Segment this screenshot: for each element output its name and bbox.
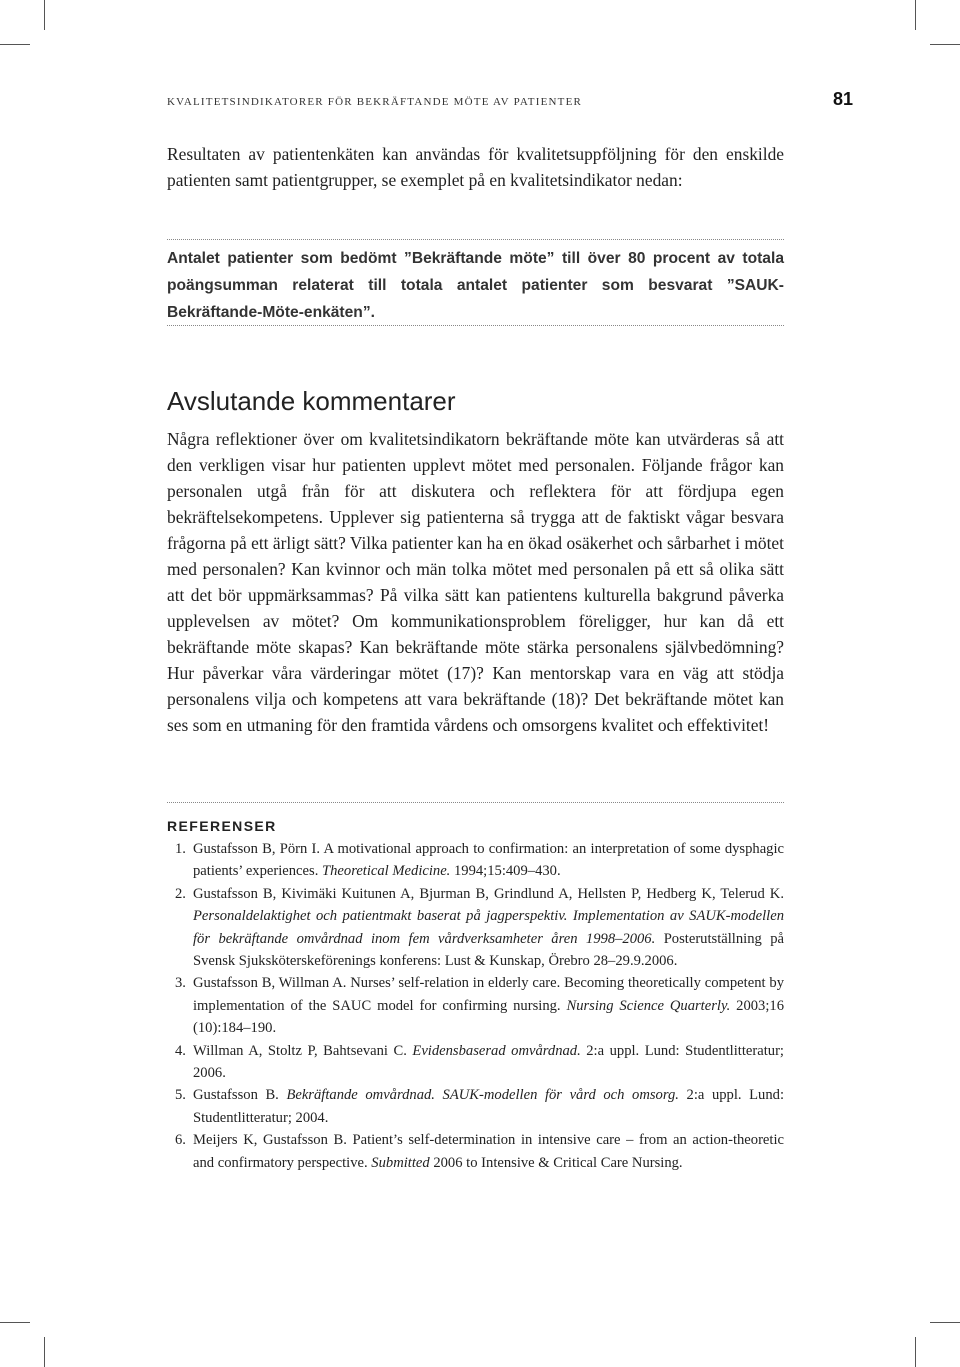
crop-mark-bottom-right-h	[930, 1322, 960, 1323]
reference-number: 1.	[175, 841, 186, 857]
crop-mark-bottom-left-v	[44, 1337, 45, 1367]
intro-paragraph: Resultaten av patientenkäten kan användas för kvalitetsuppföljning för den enskilde patienten samt patientgrupper, se exemplet på en kvalitetsindikator nedan:	[167, 144, 784, 190]
references-title: REFERENSER	[167, 818, 277, 834]
crop-mark-bottom-right-v	[915, 1337, 916, 1367]
reference-item: 4. Willman A, Stoltz P, Bahtsevani C. Evidensbaserad omvårdnad. 2:a uppl. Lund: Studentlitteratur; 2006.	[167, 1040, 784, 1085]
crop-mark-top-left-h	[0, 44, 30, 45]
reference-item: 5. Gustafsson B. Bekräftande omvårdnad. SAUK-modellen för vård och omsorg. 2:a uppl. Lund: Studentlitteratur; 2004.	[167, 1084, 784, 1129]
quality-indicator-box: Antalet patienter som bedömt ”Bekräftande möte” till över 80 procent av totala poängsumman relaterat till totala antalet patienter som besvarat ”SAUK-Bekräftande-Möte-enkäten”.	[167, 250, 784, 321]
crop-mark-top-right-h	[930, 44, 960, 45]
reference-item: 3. Gustafsson B, Willman A. Nurses’ self-relation in elderly care. Becoming theoretically competent by implementation of the SAUC model for confirming nursing. Nursing Science Quarterly. 2003;16 (10):184–190.	[167, 972, 784, 1039]
section-title: Avslutande kommentarer	[167, 386, 456, 416]
running-header: KVALITETSINDIKATORER FÖR BEKRÄFTANDE MÖTE AV PATIENTER	[167, 96, 583, 108]
reference-item: 6. Meijers K, Gustafsson B. Patient’s self-determination in intensive care – from an action-theoretic and confirmatory perspective. Submitted 2006 to Intensive & Critical Care Nursing.	[167, 1129, 784, 1174]
crop-mark-top-right-v	[915, 0, 916, 30]
reference-number: 4.	[175, 1042, 186, 1059]
reference-item: 1. Gustafsson B, Pörn I. A motivational approach to confirmation: an interpretation of some dysphagic patients’ experiences. Theoretical Medicine. 1994;15:409–430.	[167, 838, 784, 883]
reference-number: 6.	[175, 1132, 186, 1149]
reference-number: 2.	[175, 885, 186, 902]
indicator-divider-bottom	[167, 325, 784, 326]
indicator-divider-top	[167, 239, 784, 240]
references-divider	[167, 802, 784, 803]
reference-number: 5.	[175, 1087, 186, 1104]
references-list	[167, 838, 784, 1174]
crop-mark-top-left-v	[44, 0, 45, 30]
crop-mark-bottom-left-h	[0, 1322, 30, 1323]
reference-number: 3.	[175, 975, 186, 992]
section-body: Några reflektioner över om kvalitetsindikatorn bekräftande möte kan utvärderas så att den verkligen visar hur patienten upplevt mötet med personalen. Följande frågor kan personalen utgå från för att diskutera och reflektera för att fördjupa egen bekräftelsekompetens. Upplever sig patienterna så trygga att de faktiskt vågar besvara frågorna på ett ärligt sätt? Vilka patienter kan ha en ökad osäkerhet och sårbarhet i mötet med personalen? Kan kvinnor och män tolka mötet med personalen på ett så olika sätt att det bör uppmärksammas? På vilka sätt kan patientens kulturella bakgrund påverka upplevelsen av mötet? Om kommunikationsproblem föreligger, hur kan då ett bekräftande möte skapas? Kan bekräftande möte stärka personalens självbedömning? Hur påverkar våra värderingar mötet (17)? Kan mentorskap vara en väg att stödja personalens vilja och kompetens att vara bekräftande (18)? Det bekräftande mötet kan ses som en utmaning för den framtida vårdens och omsorgens kvalitet och effektivitet!	[167, 429, 784, 735]
reference-item: 2. Gustafsson B, Kivimäki Kuitunen A, Bjurman B, Grindlund A, Hellsten P, Hedberg K, Telerud K. Personaldelaktighet och patientmakt baserat på jagperspektiv. Implementation av SAUK-modellen för bekräftande omvårdnad inom fem vårdverksamheter åren 1998–2006. Posterutställning på Svensk Sjuksköterskeförenings konferens: Lust & Kunskap, Örebro 28–29.9.2006.	[167, 883, 784, 973]
page-number: 81	[832, 89, 853, 109]
